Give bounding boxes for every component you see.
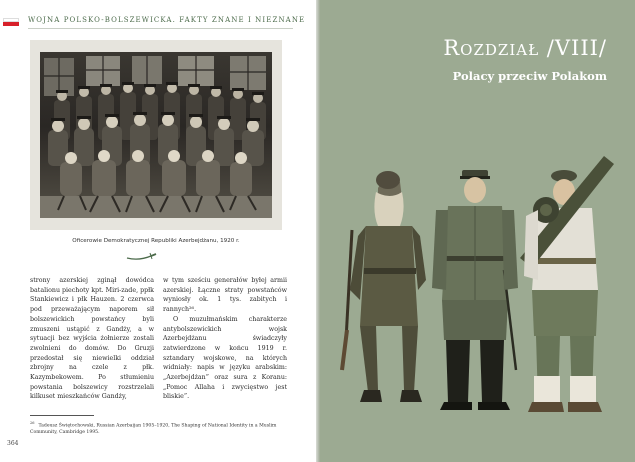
chapter-subtitle: Polacy przeciw Polakom (452, 69, 607, 83)
photo-frame (30, 40, 282, 230)
soldier-left (342, 171, 426, 402)
body-paragraph: w tym sześciu generałów byłej armii azerskiej. Łączne straty powstańców wyniosły ok. 1 tys. zabitych i rannych²⁶. (163, 277, 287, 314)
footnote (30, 420, 282, 436)
officers-group-photo-icon (40, 52, 272, 218)
right-page (320, 0, 635, 462)
running-head: WOJNA POLSKO-BOLSZEWICKA. FAKTY ZNANE I NIEZNANE (28, 16, 306, 24)
soldiers-illustration-icon (320, 140, 635, 462)
page-number: 364 (7, 440, 19, 447)
text-column-2 (163, 276, 287, 402)
body-paragraph: strony azerskiej zginął dowódca batalionu piechoty kpt. Miri-zade, ppłk Stankiewicz i płk Hauzen. 2 czerwca pod przeważającym naporem sił bolszewickich powstańcy byli zmuszeni ustąpić z Gandży, a w sytuacji bez wyjścia żołnierze zostali zwolnieni do domów. Do Gruzji przedostał się niewielki oddział zbrojny na czele z płk. Kazymbekowem. Po stłumieniu powstania bolszewicy rozstrzelali kilkuset mieszkańców Gandży, (30, 277, 154, 401)
body-paragraph: O muzułmańskim charakterze antybolszewickich wojsk Azerbejdżanu świadczyły zatwierdzone w końcu 1919 r. sztandary wojskowe, na których widniały: napis w języku arabskim: „Azerbejdżan” oraz sura z Koranu: „Pomoc Allaha i zwycięstwo jest bliskie”. (163, 315, 287, 401)
soldier-right (520, 156, 614, 412)
text-column-1 (30, 276, 154, 402)
historical-photo (40, 52, 272, 218)
soldier-center (432, 170, 518, 410)
photo-caption: Oficerowie Demokratycznej Republiki Azerbejdżanu, 1920 r. (72, 238, 240, 244)
polish-flag-icon (3, 18, 19, 26)
saber-ornament-icon (125, 252, 159, 262)
footnote-text: Tadeusz Świętochowski, Russian Azerbaijan 1905–1920, The Shaping of National Identity in a Muslim Community, Cambridge 1995. (30, 423, 277, 435)
chapter-title: Rozdział /VIII/ (443, 36, 607, 60)
header-divider (28, 28, 293, 29)
footnote-number: 26 (30, 421, 35, 425)
footnote-divider (30, 415, 94, 416)
